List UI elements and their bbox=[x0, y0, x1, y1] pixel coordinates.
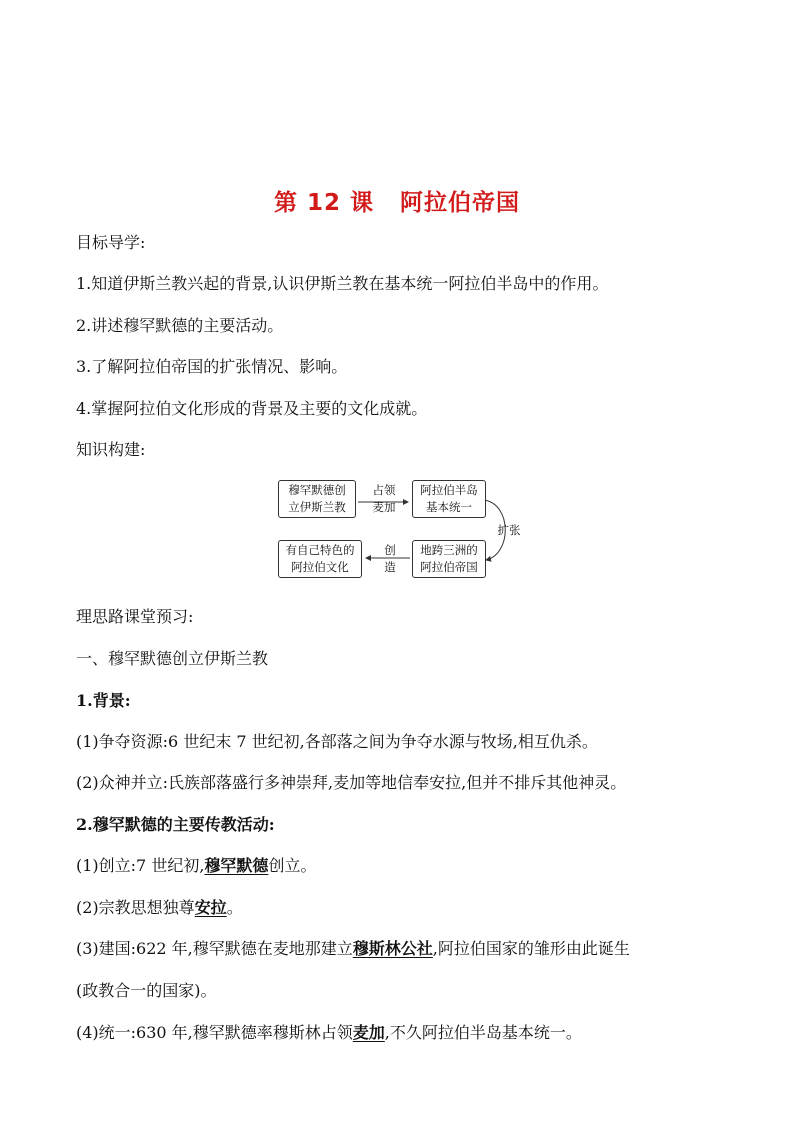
goals-heading: 目标导学: bbox=[76, 233, 146, 252]
activities-heading: 2.穆罕默德的主要传教活动: bbox=[76, 815, 275, 834]
activity-3-text: (3)建国:622 年,穆罕默德在麦地那建立 bbox=[76, 939, 353, 958]
diagram-box-unification bbox=[412, 480, 486, 518]
box-empire-line2: 阿拉伯帝国 bbox=[420, 560, 478, 574]
preview-heading: 理思路课堂预习: bbox=[76, 607, 194, 626]
background-item-2: (2)众神并立:氏族部落盛行多神崇拜,麦加等地信奉安拉,但并不排斥其他神灵。 bbox=[76, 773, 627, 792]
label-create-2: 造 bbox=[384, 560, 396, 574]
background-item-1: (1)争夺资源:6 世纪末 7 世纪初,各部落之间为争夺水源与牧场,相互仇杀。 bbox=[76, 732, 598, 751]
activity-3-tail: ,阿拉伯国家的雏形由此诞生 bbox=[432, 939, 630, 958]
label-create-1: 创 bbox=[384, 543, 396, 557]
activity-4-tail: ,不久阿拉伯半岛基本统一。 bbox=[384, 1023, 582, 1042]
knowledge-diagram bbox=[276, 478, 526, 584]
activity-1-text: (1)创立:7 世纪初, bbox=[76, 856, 205, 875]
activity-4-text: (4)统一:630 年,穆罕默德率穆斯林占领 bbox=[76, 1023, 353, 1042]
activity-1-keyword: 穆罕默德 bbox=[204, 856, 269, 875]
activity-item-3-continued: (政教合一的国家)。 bbox=[76, 981, 217, 1000]
diagram-box-empire bbox=[412, 540, 486, 578]
goal-item-3: 3.了解阿拉伯帝国的扩张情况、影响。 bbox=[76, 357, 348, 376]
activity-2-tail: 。 bbox=[226, 898, 243, 917]
box-unification-line1: 阿拉伯半岛 bbox=[420, 483, 478, 497]
activity-item-4 bbox=[76, 1022, 582, 1044]
box-culture-line2: 阿拉伯文化 bbox=[291, 560, 349, 574]
box-unification-line2: 基本统一 bbox=[426, 500, 472, 514]
box-empire-line1: 地跨三洲的 bbox=[420, 543, 478, 557]
diagram-box-culture bbox=[278, 540, 362, 578]
box-founding-line2: 立伊斯兰教 bbox=[288, 500, 346, 514]
activity-item-2 bbox=[76, 897, 243, 919]
goal-item-2: 2.讲述穆罕默德的主要活动。 bbox=[76, 316, 284, 335]
lesson-title bbox=[0, 184, 794, 217]
lesson-name: 阿拉伯帝国 bbox=[400, 190, 521, 216]
goal-item-1: 1.知道伊斯兰教兴起的背景,认识伊斯兰教在基本统一阿拉伯半岛中的作用。 bbox=[76, 274, 609, 293]
diagram-box-founding bbox=[278, 480, 356, 518]
activity-4-keyword: 麦加 bbox=[352, 1023, 385, 1042]
activity-item-3 bbox=[76, 938, 630, 960]
label-occupy-mecca bbox=[362, 482, 406, 516]
activity-item-1 bbox=[76, 855, 316, 877]
label-expansion: 扩张 bbox=[497, 523, 521, 537]
label-occupy: 占领 bbox=[372, 483, 396, 497]
goal-item-4: 4.掌握阿拉伯文化形成的背景及主要的文化成就。 bbox=[76, 399, 428, 418]
lesson-number: 第 12 课 bbox=[273, 190, 375, 216]
label-create bbox=[372, 542, 408, 576]
activity-2-keyword: 安拉 bbox=[194, 898, 227, 917]
label-mecca: 麦加 bbox=[372, 500, 396, 514]
knowledge-heading: 知识构建: bbox=[76, 440, 146, 459]
activity-1-tail: 创立。 bbox=[268, 856, 317, 875]
box-culture-line1: 有自己特色的 bbox=[285, 543, 355, 557]
box-founding-line1: 穆罕默德创 bbox=[288, 483, 346, 497]
section-1-heading: 一、穆罕默德创立伊斯兰教 bbox=[76, 649, 269, 668]
activity-2-text: (2)宗教思想独尊 bbox=[76, 898, 195, 917]
activity-3-keyword: 穆斯林公社 bbox=[352, 939, 433, 958]
background-heading: 1.背景: bbox=[76, 691, 131, 710]
